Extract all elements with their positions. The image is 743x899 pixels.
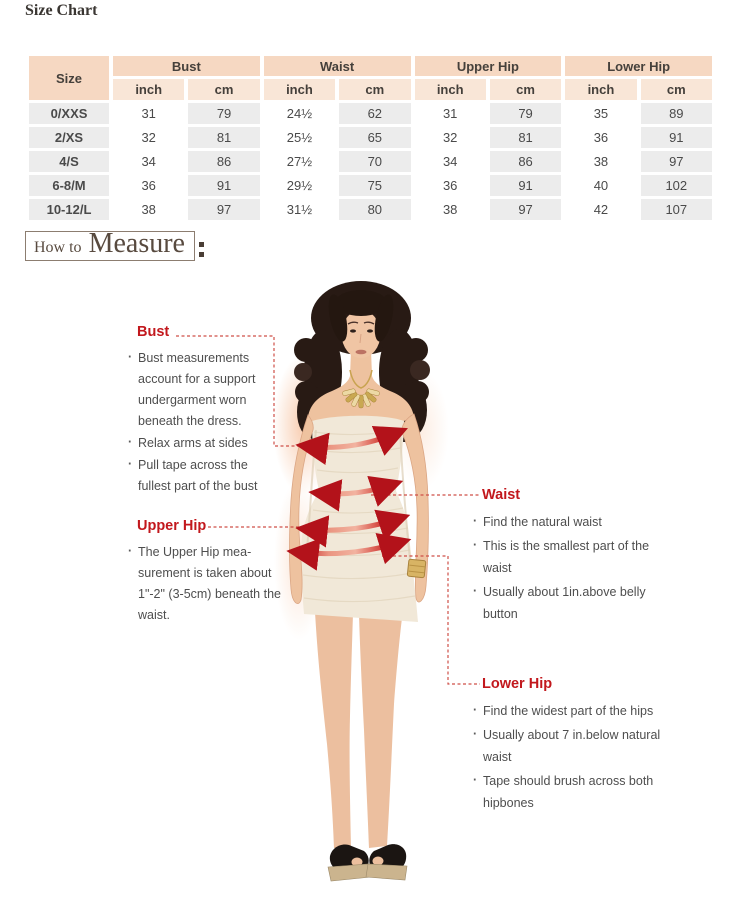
list-item: · Pull tape across the fullest part of the bust: [127, 455, 279, 497]
unit-header: inch: [264, 79, 335, 100]
table-cell: 38: [113, 199, 184, 220]
how-to-measure-heading: [25, 228, 204, 261]
measure-figure: [0, 270, 743, 899]
how-to-label: How to: [34, 239, 82, 256]
col-header-upper-hip: Upper Hip: [415, 56, 562, 76]
table-cell: 79: [188, 103, 259, 124]
unit-header: inch: [415, 79, 486, 100]
table-cell: 86: [188, 151, 259, 172]
table-cell: 38: [415, 199, 486, 220]
upper-hip-annotation: [127, 518, 285, 627]
col-header-bust: Bust: [113, 56, 260, 76]
table-cell: 107: [641, 199, 712, 220]
table-cell: 24½: [264, 103, 335, 124]
upper-hip-title: Upper Hip: [137, 518, 207, 534]
waist-tips-list: [472, 511, 672, 625]
lower-hip-annotation: [472, 676, 687, 816]
col-header-lower-hip: Lower Hip: [565, 56, 712, 76]
table-cell: 40: [565, 175, 636, 196]
model-legs: [315, 612, 402, 848]
size-cell: 4/S: [29, 151, 109, 172]
list-item: · Find the natural waist: [472, 511, 672, 533]
table-cell: 81: [188, 127, 259, 148]
size-cell: 0/XXS: [29, 103, 109, 124]
list-item: · This is the smallest part of the waist: [472, 535, 672, 579]
table-cell: 97: [641, 151, 712, 172]
size-chart-table: [25, 53, 716, 223]
table-cell: 36: [113, 175, 184, 196]
table-cell: 34: [415, 151, 486, 172]
list-item: · Tape should brush across both hipbones: [472, 770, 687, 814]
table-cell: 42: [565, 199, 636, 220]
unit-header: inch: [565, 79, 636, 100]
model-shoes: [328, 844, 407, 881]
size-cell: 2/XS: [29, 127, 109, 148]
table-cell: 81: [490, 127, 561, 148]
table-cell: 29½: [264, 175, 335, 196]
table-row: [29, 175, 712, 196]
lower-hip-tips-list: [472, 700, 687, 814]
table-cell: 32: [415, 127, 486, 148]
list-item: · Usually about 7 in.below natural waist: [472, 724, 687, 768]
table-cell: 102: [641, 175, 712, 196]
unit-header: inch: [113, 79, 184, 100]
table-row: [29, 151, 712, 172]
table-row: [29, 127, 712, 148]
table-row: [29, 103, 712, 124]
table-cell: 38: [565, 151, 636, 172]
bust-annotation: [127, 324, 279, 498]
table-cell: 91: [641, 127, 712, 148]
table-cell: 91: [188, 175, 259, 196]
measure-label: Measure: [88, 228, 185, 259]
table-cell: 97: [490, 199, 561, 220]
colon-icon: [199, 242, 204, 257]
table-cell: 31: [415, 103, 486, 124]
table-cell: 91: [490, 175, 561, 196]
upper-hip-tips-list: [127, 542, 285, 626]
list-item: · Usually about 1in.above belly button: [472, 581, 672, 625]
lower-hip-title: Lower Hip: [482, 676, 553, 692]
unit-header: cm: [490, 79, 561, 100]
size-cell: 10-12/L: [29, 199, 109, 220]
size-cell: 6-8/M: [29, 175, 109, 196]
bust-title: Bust: [137, 324, 170, 340]
table-cell: 62: [339, 103, 410, 124]
table-cell: 89: [641, 103, 712, 124]
model-face: [342, 310, 381, 358]
table-cell: 70: [339, 151, 410, 172]
table-cell: 86: [490, 151, 561, 172]
gold-cuff: [407, 559, 426, 578]
table-cell: 65: [339, 127, 410, 148]
col-header-waist: Waist: [264, 56, 411, 76]
unit-header: cm: [339, 79, 410, 100]
list-item: · Find the widest part of the hips: [472, 700, 687, 722]
table-cell: 31: [113, 103, 184, 124]
how-to-measure-box: [25, 228, 195, 261]
table-cell: 34: [113, 151, 184, 172]
table-cell: 27½: [264, 151, 335, 172]
list-item: · The Upper Hip mea-surement is taken about 1"-2" (3-5cm) beneath the waist.: [127, 542, 285, 626]
col-header-size: Size: [29, 56, 109, 100]
page-title: Size Chart: [25, 2, 98, 19]
table-cell: 36: [415, 175, 486, 196]
table-cell: 75: [339, 175, 410, 196]
table-cell: 97: [188, 199, 259, 220]
table-cell: 32: [113, 127, 184, 148]
table-cell: 80: [339, 199, 410, 220]
table-row: [29, 199, 712, 220]
unit-header: cm: [188, 79, 259, 100]
table-cell: 36: [565, 127, 636, 148]
list-item: · Bust measurements account for a support undergarment worn beneath the dress.: [127, 348, 279, 432]
table-cell: 35: [565, 103, 636, 124]
list-item: · Relax arms at sides: [127, 433, 279, 454]
bust-tips-list: [127, 348, 279, 497]
table-cell: 31½: [264, 199, 335, 220]
table-cell: 79: [490, 103, 561, 124]
unit-header: cm: [641, 79, 712, 100]
table-cell: 25½: [264, 127, 335, 148]
waist-title: Waist: [482, 487, 521, 503]
waist-annotation: [472, 487, 672, 627]
